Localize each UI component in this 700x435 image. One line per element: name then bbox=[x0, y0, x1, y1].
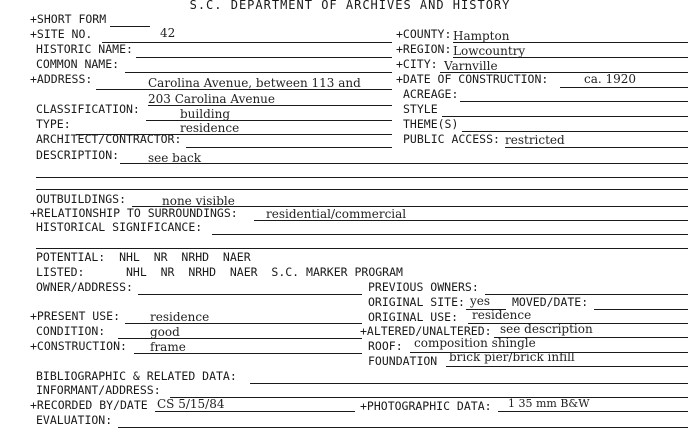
city-label: +CITY: bbox=[396, 57, 438, 71]
site-no-value[interactable]: 42 bbox=[160, 26, 176, 40]
original-site-label: ORIGINAL SITE: bbox=[368, 295, 465, 309]
date-construction-value[interactable]: ca. 1920 bbox=[584, 72, 637, 86]
common-name-label: COMMON NAME: bbox=[36, 57, 120, 71]
historical-significance-line bbox=[212, 234, 688, 235]
county-label: +COUNTY: bbox=[396, 27, 452, 41]
condition-value[interactable]: good bbox=[150, 325, 180, 339]
photographic-label: +PHOTOGRAPHIC DATA: bbox=[360, 399, 492, 413]
owner-label: OWNER/ADDRESS: bbox=[36, 280, 133, 294]
evaluation-line bbox=[118, 427, 688, 428]
county-value[interactable]: Hampton bbox=[453, 29, 510, 43]
region-line bbox=[453, 57, 688, 58]
informant-line bbox=[170, 397, 688, 398]
style-line bbox=[442, 116, 688, 117]
description-line bbox=[120, 163, 688, 164]
type-label: TYPE: bbox=[36, 117, 71, 131]
photographic-value[interactable]: 1 35 mm B&W bbox=[508, 397, 590, 410]
altered-label: +ALTERED/UNALTERED: bbox=[360, 324, 492, 338]
short-form-line bbox=[110, 26, 150, 27]
historical-significance-label: HISTORICAL SIGNIFICANCE: bbox=[36, 220, 203, 234]
moved-date-line bbox=[594, 309, 688, 310]
relationship-line bbox=[254, 220, 688, 221]
public-access-label: PUBLIC ACCESS: bbox=[403, 132, 500, 146]
address-line-2 bbox=[148, 105, 392, 106]
classification-value[interactable]: building bbox=[180, 107, 231, 121]
previous-owners-label: PREVIOUS OWNERS: bbox=[368, 280, 479, 294]
blank-line-3 bbox=[36, 248, 688, 249]
relationship-label: +RELATIONSHIP TO SURROUNDINGS: bbox=[30, 206, 238, 220]
condition-label: CONDITION: bbox=[36, 324, 106, 338]
short-form-label: +SHORT FORM bbox=[30, 12, 107, 26]
region-value[interactable]: Lowcountry bbox=[453, 44, 526, 58]
owner-line bbox=[138, 294, 362, 295]
bibliographic-label: BIBLIOGRAPHIC & RELATED DATA: bbox=[36, 369, 237, 383]
description-value[interactable]: see back bbox=[148, 151, 202, 165]
condition-line bbox=[118, 338, 362, 339]
style-label: STYLE bbox=[403, 102, 438, 116]
recorded-by-line bbox=[155, 411, 355, 412]
foundation-value[interactable]: brick pier/brick infill bbox=[449, 350, 575, 364]
listed-row[interactable]: LISTED: NHL NR NRHD NAER S.C. MARKER PROGRAM bbox=[36, 265, 403, 279]
recorded-by-label: +RECORDED BY/DATE bbox=[30, 398, 148, 412]
architect-label: ARCHITECT/CONTRACTOR: bbox=[36, 132, 182, 146]
type-value[interactable]: residence bbox=[180, 121, 240, 135]
classification-label: CLASSIFICATION: bbox=[36, 102, 140, 116]
original-use-value[interactable]: residence bbox=[472, 308, 532, 322]
informant-label: INFORMANT/ADDRESS: bbox=[36, 383, 161, 397]
construction-line bbox=[134, 353, 362, 354]
acreage-label: ACREAGE: bbox=[403, 87, 459, 101]
recorded-by-value[interactable]: CS 5/15/84 bbox=[157, 397, 225, 411]
present-use-label: +PRESENT USE: bbox=[30, 309, 121, 323]
roof-value[interactable]: composition shingle bbox=[414, 336, 536, 350]
themes-label: THEME(S) bbox=[403, 117, 459, 131]
form-header: S.C. DEPARTMENT OF ARCHIVES AND HISTORY bbox=[189, 0, 511, 12]
present-use-line bbox=[125, 323, 362, 324]
county-line bbox=[453, 42, 688, 43]
historic-name-label: HISTORIC NAME: bbox=[36, 42, 133, 56]
region-label: +REGION: bbox=[396, 42, 452, 56]
moved-date-label: MOVED/DATE: bbox=[512, 295, 589, 309]
foundation-label: FOUNDATION bbox=[368, 354, 438, 368]
foundation-line bbox=[446, 366, 688, 367]
evaluation-label: EVALUATION: bbox=[36, 413, 113, 427]
roof-label: ROOF: bbox=[368, 339, 403, 353]
original-use-label: ORIGINAL USE: bbox=[368, 310, 459, 324]
historic-name-line bbox=[136, 57, 392, 58]
potential-row[interactable]: POTENTIAL: NHL NR NRHD NAER bbox=[36, 250, 251, 264]
address-value-2[interactable]: 203 Carolina Avenue bbox=[148, 92, 276, 106]
date-construction-label: +DATE OF CONSTRUCTION: bbox=[396, 72, 549, 86]
outbuildings-value[interactable]: none visible bbox=[162, 194, 235, 208]
architect-line bbox=[186, 147, 392, 148]
date-construction-line bbox=[560, 87, 688, 88]
outbuildings-label: OUTBUILDINGS: bbox=[36, 192, 127, 206]
address-line-1 bbox=[96, 89, 392, 90]
site-no-line bbox=[102, 42, 392, 43]
original-site-value[interactable]: yes bbox=[470, 294, 491, 308]
present-use-value[interactable]: residence bbox=[150, 310, 210, 324]
description-label: DESCRIPTION: bbox=[36, 148, 120, 162]
blank-line-2 bbox=[36, 189, 688, 190]
construction-value[interactable]: frame bbox=[150, 340, 186, 354]
bibliographic-line bbox=[250, 383, 688, 384]
acreage-line bbox=[460, 101, 688, 102]
construction-label: +CONSTRUCTION: bbox=[30, 339, 127, 353]
site-no-label: +SITE NO. bbox=[30, 27, 93, 41]
public-access-value[interactable]: restricted bbox=[505, 133, 565, 147]
common-name-line bbox=[125, 72, 392, 73]
blank-line-1 bbox=[36, 177, 688, 178]
altered-value[interactable]: see description bbox=[500, 322, 593, 336]
address-label: +ADDRESS: bbox=[30, 72, 93, 86]
address-value-1[interactable]: Carolina Avenue, between 113 and bbox=[148, 76, 361, 90]
photographic-line bbox=[498, 411, 688, 412]
city-value[interactable]: Varnville bbox=[444, 59, 498, 73]
public-access-line bbox=[505, 147, 688, 148]
relationship-value[interactable]: residential/commercial bbox=[266, 207, 407, 221]
